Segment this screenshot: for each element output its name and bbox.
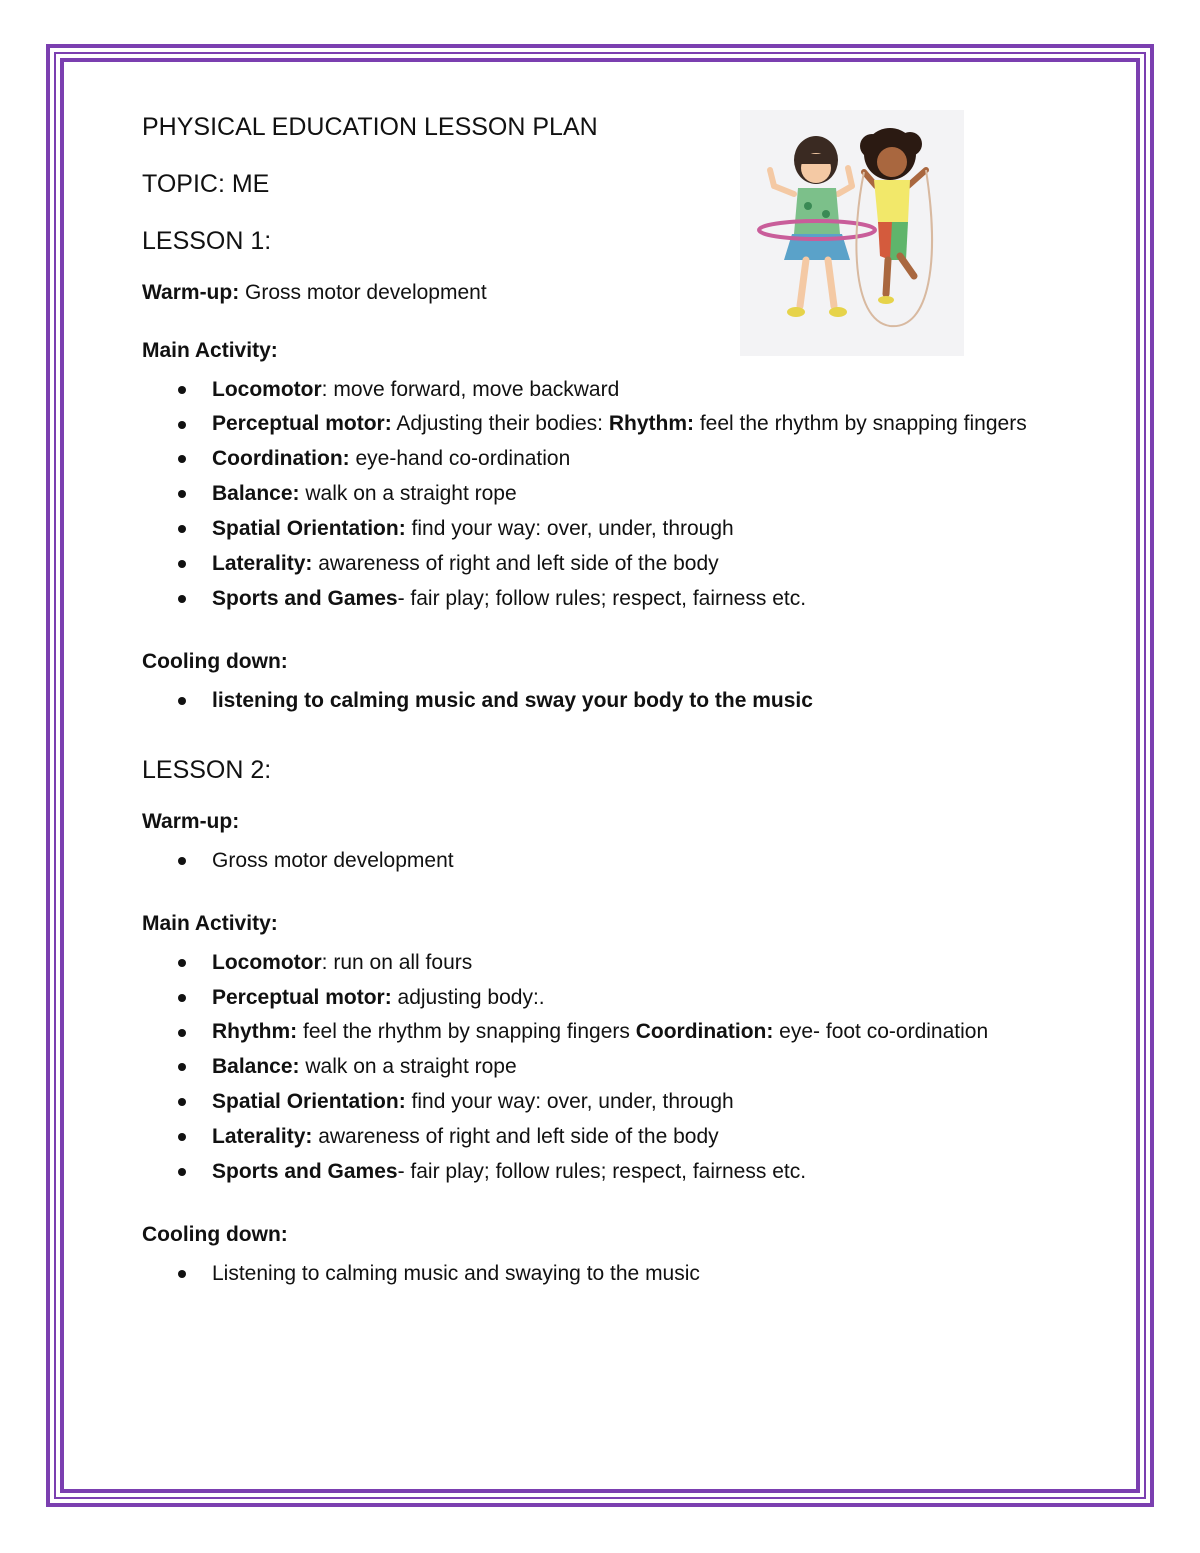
list-item (142, 477, 1042, 510)
bullet-icon (178, 386, 186, 394)
list-item (142, 1257, 1042, 1290)
item-label: Sports and Games (212, 1160, 398, 1183)
item-text: - fair play; follow rules; respect, fairness etc. (397, 1160, 807, 1183)
lesson-2-warmup-label: Warm-up: (142, 810, 240, 833)
item-label: Locomotor (212, 951, 322, 974)
item-label: Perceptual motor: (212, 412, 392, 435)
list-item (142, 684, 1042, 717)
item-label: Laterality: (212, 1125, 313, 1148)
item-label: Balance: (212, 1055, 300, 1078)
list-item (142, 1050, 1042, 1083)
warmup-text: Gross motor development (239, 281, 487, 304)
list-item (142, 1120, 1042, 1153)
list-item (142, 547, 1042, 580)
bullet-icon (178, 1168, 186, 1176)
bullet-icon (178, 857, 186, 865)
list-item (142, 582, 1042, 615)
item-text: Gross motor development (212, 849, 454, 872)
lesson-1-main-activity-label: Main Activity: (142, 339, 278, 362)
item-text: - fair play; follow rules; respect, fairness etc. (397, 587, 807, 610)
bullet-icon (178, 1098, 186, 1106)
item-text: feel the rhythm by snapping fingers (694, 412, 1027, 435)
item-text: walk on a straight rope (299, 1055, 517, 1078)
item-text: Listening to calming music and swaying to the music (212, 1262, 700, 1285)
lesson-2-warmup-list (142, 844, 1042, 877)
list-item (142, 373, 1042, 406)
lesson-1-cooldown-label: Cooling down: (142, 650, 288, 673)
item-label: Sports and Games (212, 587, 398, 610)
lesson-plan-content (142, 112, 1042, 1292)
item-label: Locomotor (212, 378, 322, 401)
item-text: awareness of right and left side of the body (312, 1125, 719, 1148)
item-text: feel the rhythm by snapping fingers (297, 1020, 636, 1043)
list-item (142, 1016, 1042, 1048)
item-label: Laterality: (212, 552, 313, 575)
item-text: eye- foot co-ordination (773, 1020, 989, 1043)
lesson-1-warmup (142, 280, 1042, 306)
bullet-icon (178, 959, 186, 967)
list-item (142, 1155, 1042, 1188)
lesson-2-cooldown-label: Cooling down: (142, 1223, 288, 1246)
lesson-1-cooldown-list (142, 684, 1042, 717)
lesson-2-cooldown-list (142, 1257, 1042, 1290)
lesson-2-main-activity-label: Main Activity: (142, 912, 278, 935)
bullet-icon (178, 421, 186, 429)
item-label: Coordination: (635, 1020, 774, 1043)
bullet-icon (178, 560, 186, 568)
bullet-icon (178, 1270, 186, 1278)
item-label: Coordination: (212, 447, 350, 470)
lesson-2-main-activity-list (142, 946, 1042, 1188)
item-label: Spatial Orientation: (212, 517, 406, 540)
list-item (142, 981, 1042, 1014)
list-item (142, 844, 1042, 877)
item-label: Spatial Orientation: (212, 1090, 406, 1113)
warmup-label: Warm-up: (142, 281, 240, 304)
item-text: listening to calming music and sway your body to the music (212, 689, 813, 712)
list-item (142, 442, 1042, 475)
document-title: PHYSICAL EDUCATION LESSON PLAN (142, 113, 598, 141)
item-label: Rhythm: (608, 412, 695, 435)
bullet-icon (178, 455, 186, 463)
item-label: Rhythm: (212, 1020, 298, 1043)
bullet-icon (178, 525, 186, 533)
bullet-icon (178, 1063, 186, 1071)
item-text: : move forward, move backward (321, 378, 620, 401)
item-label: Perceptual motor: (212, 986, 392, 1009)
list-item (142, 1085, 1042, 1118)
item-text: Adjusting their bodies: (391, 412, 609, 435)
lesson-2-title: LESSON 2: (142, 756, 272, 784)
bullet-icon (178, 490, 186, 498)
item-text: : run on all fours (321, 951, 473, 974)
topic-heading: TOPIC: ME (142, 170, 270, 198)
item-text: eye-hand co-ordination (349, 447, 571, 470)
item-text: find your way: over, under, through (405, 1090, 734, 1113)
lesson-1-title: LESSON 1: (142, 227, 272, 255)
item-text: awareness of right and left side of the body (312, 552, 719, 575)
item-label: Balance: (212, 482, 300, 505)
bullet-icon (178, 1029, 186, 1037)
lesson-1-main-activity-list (142, 373, 1042, 615)
bullet-icon (178, 1133, 186, 1141)
list-item (142, 512, 1042, 545)
bullet-icon (178, 595, 186, 603)
bullet-icon (178, 994, 186, 1002)
item-text: find your way: over, under, through (405, 517, 734, 540)
item-text: walk on a straight rope (299, 482, 517, 505)
bullet-icon (178, 697, 186, 705)
list-item (142, 946, 1042, 979)
list-item (142, 408, 1042, 440)
item-text: adjusting body:. (391, 986, 545, 1009)
